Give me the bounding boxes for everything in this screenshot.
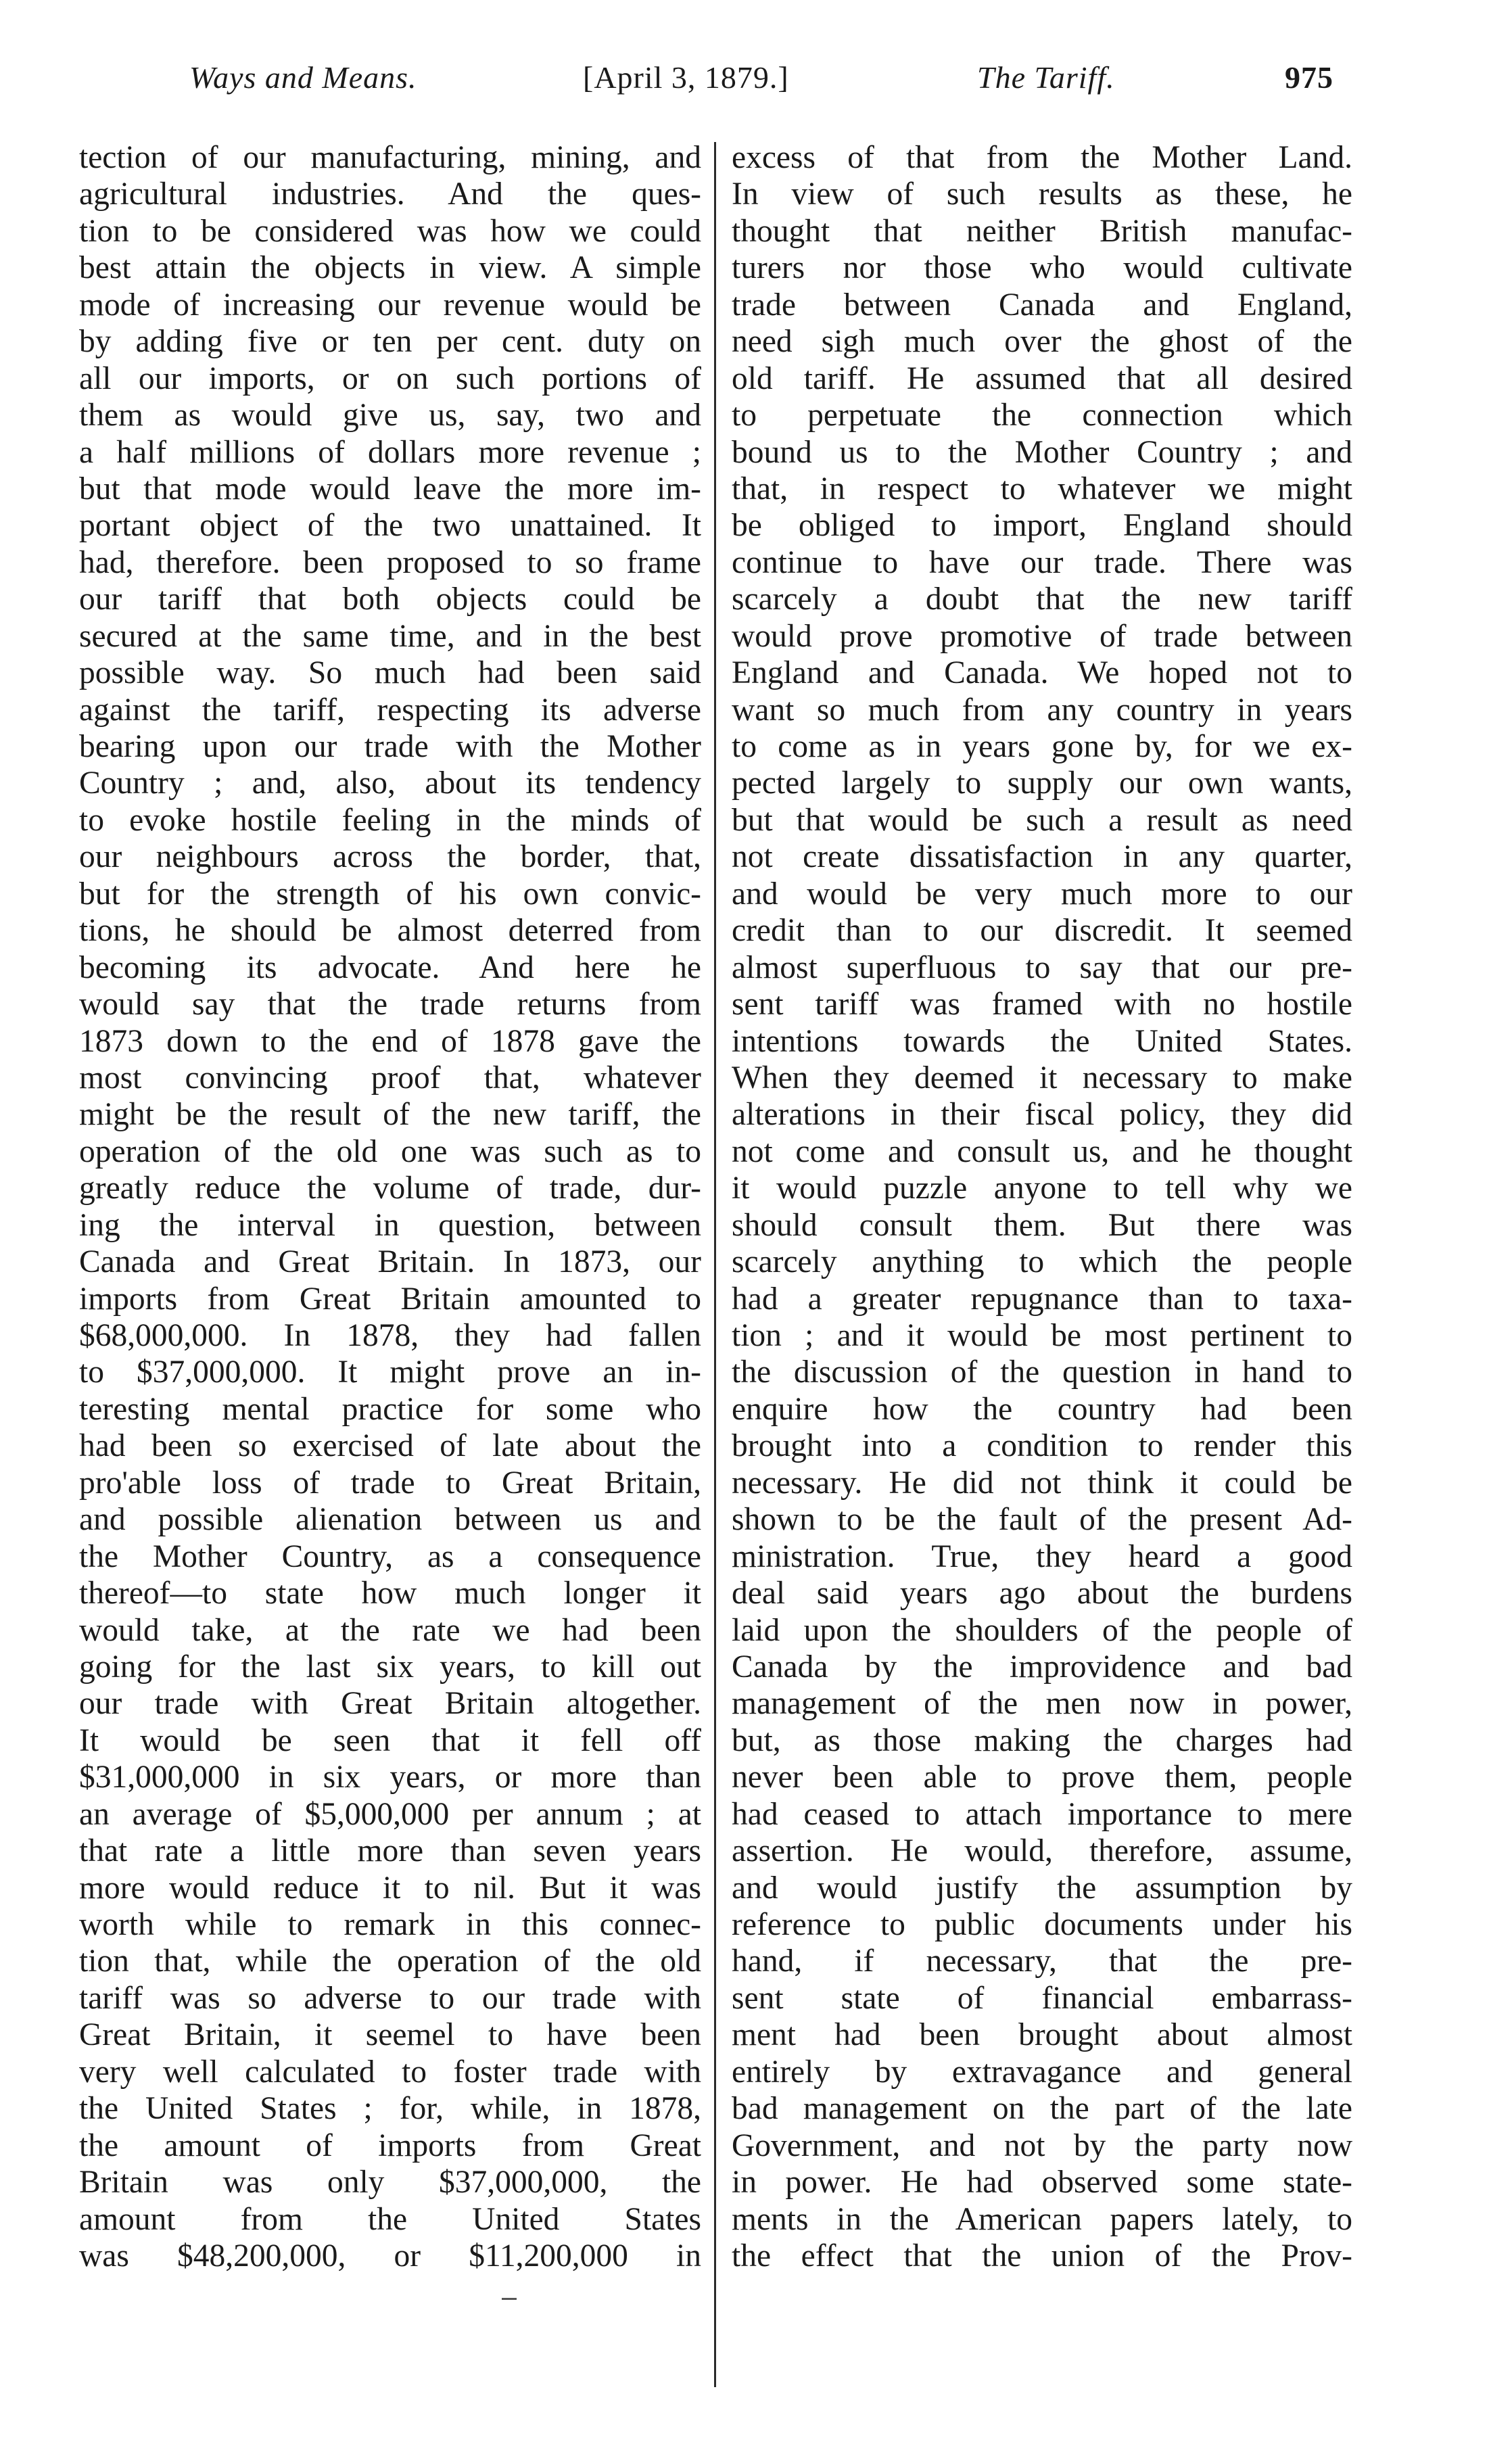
text-line: reference to public documents under his [732,1907,1352,1942]
footer-mark [502,2298,517,2300]
text-line: brought into a condition to render this [732,1428,1352,1464]
text-line: had ceased to attach importance to mere [732,1796,1352,1832]
text-line: portant object of the two unattained. It [79,508,701,544]
running-header [0,60,1512,107]
text-line: to $37,000,000. It might prove an in- [79,1355,701,1390]
text-line: the United States ; for, while, in 1878, [79,2091,701,2127]
text-line: would take, at the rate we had been [79,1612,701,1648]
text-line: tection of our manufacturing, mining, and [79,140,701,175]
text-line: Britain was only $37,000,000, the [79,2165,701,2200]
text-line: that, in respect to whatever we might [732,471,1352,507]
text-line: and would justify the assumption by [732,1870,1352,1906]
text-line: it would puzzle anyone to tell why we [732,1171,1352,1206]
text-line: $68,000,000. In 1878, they had fallen [79,1318,701,1353]
text-line: Canada and Great Britain. In 1873, our [79,1244,701,1280]
header-date: [April 3, 1879.] [583,60,789,95]
text-line: but, as those making the charges had [732,1722,1352,1758]
text-line: want so much from any country in years [732,692,1352,728]
text-line: bad management on the part of the late [732,2091,1352,2127]
text-line: old tariff. He assumed that all desired [732,360,1352,396]
text-line: our tariff that both objects could be [79,582,701,617]
text-line: by adding five or ten per cent. duty on [79,324,701,360]
text-line: tion that, while the operation of the old [79,1944,701,1979]
text-line: scarcely anything to which the people [732,1244,1352,1280]
text-line: Country ; and, also, about its tendency [79,766,701,801]
text-line: very well calculated to foster trade with [79,2054,701,2090]
text-line: Great Britain, it seemel to have been [79,2017,701,2053]
text-line: Canada by the improvidence and bad [732,1649,1352,1685]
text-line: $31,000,000 in six years, or more than [79,1760,701,1795]
text-line: necessary. He did not think it could be [732,1465,1352,1501]
text-line: an average of $5,000,000 per annum ; at [79,1796,701,1832]
text-line: scarcely a doubt that the new tariff [732,582,1352,617]
text-line: our neighbours across the border, that, [79,839,701,875]
text-line: but that mode would leave the more im- [79,471,701,507]
text-line: ment had been brought about almost [732,2017,1352,2053]
right-text-column [732,139,1352,2274]
text-line: possible way. So much had been said [79,655,701,691]
text-line: amount from the United States [79,2201,701,2237]
header-section-title: Ways and Means. [189,60,417,95]
text-line: trade between Canada and England, [732,287,1352,323]
text-line: In view of such results as these, he [732,176,1352,212]
text-line: pected largely to supply our own wants, [732,766,1352,801]
left-text-column [79,139,701,2274]
text-line: tions, he should be almost deterred from [79,913,701,949]
text-line: assertion. He would, therefore, assume, [732,1833,1352,1869]
text-line: operation of the old one was such as to [79,1133,701,1169]
column-divider [714,142,716,2387]
text-line: more would reduce it to nil. But it was [79,1870,701,1906]
text-line: management of the men now in power, [732,1686,1352,1722]
page-number: 975 [1285,60,1333,95]
text-line: most convincing proof that, whatever [79,1060,701,1096]
text-line: all our imports, or on such portions of [79,360,701,396]
text-line: tariff was so adverse to our trade with [79,1980,701,2016]
text-line: our trade with Great Britain altogether. [79,1686,701,1722]
text-line: sent tariff was framed with no hostile [732,987,1352,1022]
text-line: secured at the same time, and in the best [79,618,701,654]
text-line: worth while to remark in this connec- [79,1907,701,1942]
text-line: imports from Great Britain amounted to [79,1281,701,1317]
text-line: thought that neither British manufac- [732,213,1352,249]
text-line: to come as in years gone by, for we ex- [732,729,1352,764]
text-line: that rate a little more than seven years [79,1833,701,1869]
text-line: greatly reduce the volume of trade, dur- [79,1171,701,1206]
text-line: credit than to our discredit. It seemed [732,913,1352,949]
text-line: be obliged to import, England should [732,508,1352,544]
text-line: 1873 down to the end of 1878 gave the [79,1023,701,1059]
text-line: and possible alienation between us and [79,1502,701,1538]
text-line: almost superfluous to say that our pre- [732,949,1352,985]
text-line: tion ; and it would be most pertinent to [732,1318,1352,1353]
text-line: England and Canada. We hoped not to [732,655,1352,691]
text-line: would say that the trade returns from [79,987,701,1022]
text-line: alterations in their fiscal policy, they did [732,1097,1352,1133]
text-line: in power. He had observed some state- [732,2165,1352,2200]
text-line: had, therefore. been proposed to so frame [79,544,701,580]
text-line: should consult them. But there was [732,1207,1352,1243]
text-line: not create dissatisfaction in any quarter, [732,839,1352,875]
text-line: enquire how the country had been [732,1391,1352,1427]
text-line: ing the interval in question, between [79,1207,701,1243]
text-line: continue to have our trade. There was [732,544,1352,580]
text-line: sent state of financial embarrass- [732,1980,1352,2016]
text-line: ments in the American papers lately, to [732,2201,1352,2237]
text-line: thereof—to state how much longer it [79,1576,701,1611]
text-line: mode of increasing our revenue would be [79,287,701,323]
text-line: not come and consult us, and he thought [732,1133,1352,1169]
text-line: the amount of imports from Great [79,2127,701,2163]
text-line: to evoke hostile feeling in the minds of [79,802,701,838]
text-line: bound us to the Mother Country ; and [732,434,1352,470]
text-line: When they deemed it necessary to make [732,1060,1352,1096]
text-line: It would be seen that it fell off [79,1722,701,1758]
text-line: intentions towards the United States. [732,1023,1352,1059]
text-line: but for the strength of his own convic- [79,876,701,912]
text-line: becoming its advocate. And here he [79,949,701,985]
text-line: might be the result of the new tariff, the [79,1097,701,1133]
text-line: a half millions of dollars more revenue ; [79,434,701,470]
text-line: hand, if necessary, that the pre- [732,1944,1352,1979]
text-line: shown to be the fault of the present Ad- [732,1502,1352,1538]
text-line: would prove promotive of trade between [732,618,1352,654]
text-line: laid upon the shoulders of the people of [732,1612,1352,1648]
text-line: to perpetuate the connection which [732,398,1352,433]
text-line: against the tariff, respecting its adverse [79,692,701,728]
text-line: but that would be such a result as need [732,802,1352,838]
text-line: need sigh much over the ghost of the [732,324,1352,360]
text-line: agricultural industries. And the ques- [79,176,701,212]
header-topic: The Tariff. [977,60,1115,95]
text-line: them as would give us, say, two and [79,398,701,433]
text-line: bearing upon our trade with the Mother [79,729,701,764]
text-line: the discussion of the question in hand to [732,1355,1352,1390]
text-line: and would be very much more to our [732,876,1352,912]
text-line: tion to be considered was how we could [79,213,701,249]
text-line: best attain the objects in view. A simple [79,250,701,286]
text-line: pro'able loss of trade to Great Britain, [79,1465,701,1501]
text-line: the Mother Country, as a consequence [79,1538,701,1574]
text-line: turers nor those who would cultivate [732,250,1352,286]
text-line: teresting mental practice for some who [79,1391,701,1427]
text-line: ministration. True, they heard a good [732,1538,1352,1574]
text-line: the effect that the union of the Prov- [732,2238,1352,2274]
text-line: deal said years ago about the burdens [732,1576,1352,1611]
text-line: had been so exercised of late about the [79,1428,701,1464]
text-line: Government, and not by the party now [732,2127,1352,2163]
text-line: had a greater repugnance than to taxa- [732,1281,1352,1317]
text-line: going for the last six years, to kill out [79,1649,701,1685]
text-line: was $48,200,000, or $11,200,000 in [79,2238,701,2274]
text-line: never been able to prove them, people [732,1760,1352,1795]
text-line: entirely by extravagance and general [732,2054,1352,2090]
text-line: excess of that from the Mother Land. [732,140,1352,175]
